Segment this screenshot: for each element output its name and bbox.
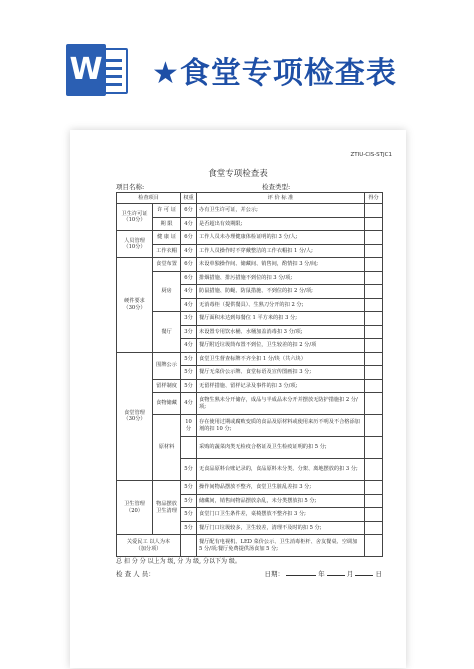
document-code: ZTIU-CIS-STJC1 xyxy=(350,152,392,158)
weight-cell: 6分 xyxy=(181,204,197,218)
criteria-cell: 排烟措施、排污措施不到位的扣 3 分/项; xyxy=(197,271,365,285)
project-name-label: 项目名称: xyxy=(116,183,145,191)
header-weight: 权重 xyxy=(181,193,197,204)
score-cell[interactable] xyxy=(365,258,383,272)
criteria-cell: 餐厅面积未达到每餐位 1 平方米的扣 3 分; xyxy=(197,312,365,326)
score-cell[interactable] xyxy=(365,204,383,218)
sub-item-cell: 食物储藏 xyxy=(153,393,181,415)
weight-cell: 4分 xyxy=(181,285,197,299)
sub-item-cell: 食堂布置 xyxy=(153,258,181,272)
criteria-cell: 采购的蔬菜肉类无检疫合格证及卫生检疫证明的扣 5 分; xyxy=(197,437,365,459)
weight-cell: 5分 xyxy=(181,379,197,393)
sub-item-cell: 留样制度 xyxy=(153,379,181,393)
document-page xyxy=(70,130,406,668)
inspector-label: 检 查 人 员： xyxy=(116,570,155,578)
weight-cell: 4分 xyxy=(181,393,197,415)
criteria-cell: 是否超出有效期限; xyxy=(197,217,365,231)
weight-cell: 4分 xyxy=(181,217,197,231)
category-cell: 卫生管理 （20） xyxy=(117,481,153,535)
sub-item-cell: 健 康 证 xyxy=(153,231,181,245)
weight-cell: 3分 xyxy=(181,312,197,326)
word-document-icon xyxy=(64,44,132,96)
banner-title: ★食堂专项检查表 xyxy=(152,56,397,91)
weight-cell: 5分 xyxy=(181,481,197,495)
score-cell[interactable] xyxy=(365,231,383,245)
criteria-cell: 工作人员操作时不穿戴整洁的工作衣帽扣 1 分/人; xyxy=(197,244,365,258)
criteria-cell: 无消毒柜（提供餐具）、生熟刀分开的扣 2 分; xyxy=(197,298,365,312)
score-cell[interactable] xyxy=(365,415,383,437)
table-row xyxy=(117,352,383,366)
weight-cell: 10分 xyxy=(181,415,197,437)
header-check-item: 检查项目 xyxy=(117,193,181,204)
category-cell: 人员管理 （10分） xyxy=(117,231,153,258)
category-cell: 卫生许可证 （10分） xyxy=(117,204,153,231)
score-cell[interactable] xyxy=(365,285,383,299)
score-cell[interactable] xyxy=(365,508,383,522)
table-header-row xyxy=(117,193,383,204)
word-icon-letter: W xyxy=(66,44,106,96)
score-cell[interactable] xyxy=(365,298,383,312)
score-cell[interactable] xyxy=(365,379,383,393)
score-cell[interactable] xyxy=(365,339,383,353)
table-row xyxy=(117,535,383,557)
weight-cell: 3分 xyxy=(181,325,197,339)
table-row xyxy=(117,231,383,245)
criteria-cell: 未设单独操作间、储藏间、销售间，酌情扣 3 分/间; xyxy=(197,258,365,272)
score-cell[interactable] xyxy=(365,535,383,557)
date-day: 日 xyxy=(375,570,382,578)
date-field xyxy=(265,569,382,578)
sub-item-cell: 围牌公示 xyxy=(153,352,181,379)
weight-cell: 6分 xyxy=(181,231,197,245)
table-row xyxy=(117,415,383,437)
score-cell[interactable] xyxy=(365,459,383,481)
score-cell[interactable] xyxy=(365,312,383,326)
criteria-cell: 食堂卫生督查标牌不齐全扣 1 分/块（共六块） xyxy=(197,352,365,366)
date-label: 日期： xyxy=(264,570,285,578)
table-body xyxy=(117,204,383,557)
weight-cell xyxy=(181,535,197,557)
sub-item-cell: 餐厅 xyxy=(153,312,181,353)
category-cell: 食堂管理 （30分） xyxy=(117,352,153,481)
weight-cell: 4分 xyxy=(181,244,197,258)
table-row xyxy=(117,379,383,393)
score-cell[interactable] xyxy=(365,244,383,258)
weight-cell: 6分 xyxy=(181,271,197,285)
table-row xyxy=(117,258,383,272)
weight-cell: 6分 xyxy=(181,258,197,272)
criteria-cell: 餐厅门口垃圾较多，卫生较差，清理不及时的扣 5 分; xyxy=(197,521,365,535)
score-cell[interactable] xyxy=(365,325,383,339)
category-cell: 关爱民工 以人为本 （加分项） xyxy=(117,535,181,557)
score-cell[interactable] xyxy=(365,393,383,415)
score-cell[interactable] xyxy=(365,481,383,495)
sub-item-cell: 许 可 证 xyxy=(153,204,181,218)
header-criteria: 评 价 标 准 xyxy=(197,193,365,204)
criteria-cell: 操作间物品摆放不整齐，食堂卫生脏乱差扣 3 分; xyxy=(197,481,365,495)
inspection-table xyxy=(116,192,383,557)
sub-item-cell: 物品摆放 卫生清理 xyxy=(153,481,181,535)
weight-cell: 5分 xyxy=(181,366,197,380)
criteria-cell: 餐厅附近垃圾筒布置不到位，卫生较差的扣 2 分/项 xyxy=(197,339,365,353)
header-score: 得分 xyxy=(365,193,383,204)
score-cell[interactable] xyxy=(365,271,383,285)
criteria-cell: 食堂门口卫生条件差，桌椅摆放不整齐扣 3 分; xyxy=(197,508,365,522)
weight-cell: 5分 xyxy=(181,459,197,481)
weight-cell: 5分 xyxy=(181,352,197,366)
table-row xyxy=(117,312,383,326)
weight-cell: 4分 xyxy=(181,339,197,353)
criteria-cell: 无留样措施、留样记录及事件的扣 3 分/项; xyxy=(197,379,365,393)
criteria-cell: 食物生熟未分开储存，成品与半成品未分开并摆放无防护措施扣 2 分/项; xyxy=(197,393,365,415)
score-cell[interactable] xyxy=(365,366,383,380)
sub-item-cell: 厨房 xyxy=(153,271,181,312)
table-row xyxy=(117,271,383,285)
score-cell[interactable] xyxy=(365,494,383,508)
criteria-cell: 无食品原料台账记录的，食品原料未分类、分架、离地摆放的扣 3 分; xyxy=(197,459,365,481)
criteria-cell: 储藏间，销售间物品摆放杂乱，未分类摆放扣 5 分; xyxy=(197,494,365,508)
date-month: 月 xyxy=(346,570,354,578)
weight-cell xyxy=(181,437,197,459)
table-row xyxy=(117,217,383,231)
table-row xyxy=(117,244,383,258)
weight-cell: 5分 xyxy=(181,508,197,522)
sub-item-cell: 工作衣帽 xyxy=(153,244,181,258)
criteria-cell: 餐厅配有电视机、LED 菜价公示、卫生消毒柜杆、舍友餐桌、空调加 5 分/项;餐厅免费提供汤食加 5 分; xyxy=(197,535,365,557)
weight-cell: 4分 xyxy=(181,298,197,312)
signature-line xyxy=(116,569,382,578)
score-cell[interactable] xyxy=(365,521,383,535)
criteria-cell: 未设置专用饮水桶、水桶加盖消毒扣 3 分/项; xyxy=(197,325,365,339)
score-cell[interactable] xyxy=(365,352,383,366)
criteria-cell: 存在使用过期或腐败变质的食品及原材料或使用来历不明及不合格添加剂的扣 10 分; xyxy=(197,415,365,437)
weight-cell: 5分 xyxy=(181,494,197,508)
category-cell: 硬件要求 （30分） xyxy=(117,258,153,353)
criteria-cell: 防鼠措施、防蝇、防鼠措施、不到位的扣 2 分/项; xyxy=(197,285,365,299)
weight-cell: 5分 xyxy=(181,521,197,535)
criteria-cell: 餐厅无菜价公示牌、食堂标语及宣传图画扣 3 分; xyxy=(197,366,365,380)
criteria-cell: 工作人员未办理健康体检证明的扣 3 分/人; xyxy=(197,231,365,245)
table-row xyxy=(117,204,383,218)
score-cell[interactable] xyxy=(365,217,383,231)
document-footer xyxy=(116,556,382,578)
score-cell[interactable] xyxy=(365,437,383,459)
table-row xyxy=(117,481,383,495)
table-row xyxy=(117,393,383,415)
document-title: 食堂专项检查表 xyxy=(208,169,268,179)
date-year: 年 xyxy=(318,570,325,578)
sub-item-cell: 原材料 xyxy=(153,415,181,481)
check-type-label: 检查类型: xyxy=(262,183,291,191)
banner xyxy=(0,0,474,112)
sub-item-cell: 期 限 xyxy=(153,217,181,231)
score-summary-line: 总 扣 分 分 以上为 级, 分 为 级, 分以下为 级。 xyxy=(116,558,241,565)
criteria-cell: 办有卫生许可证，并公示; xyxy=(197,204,365,218)
